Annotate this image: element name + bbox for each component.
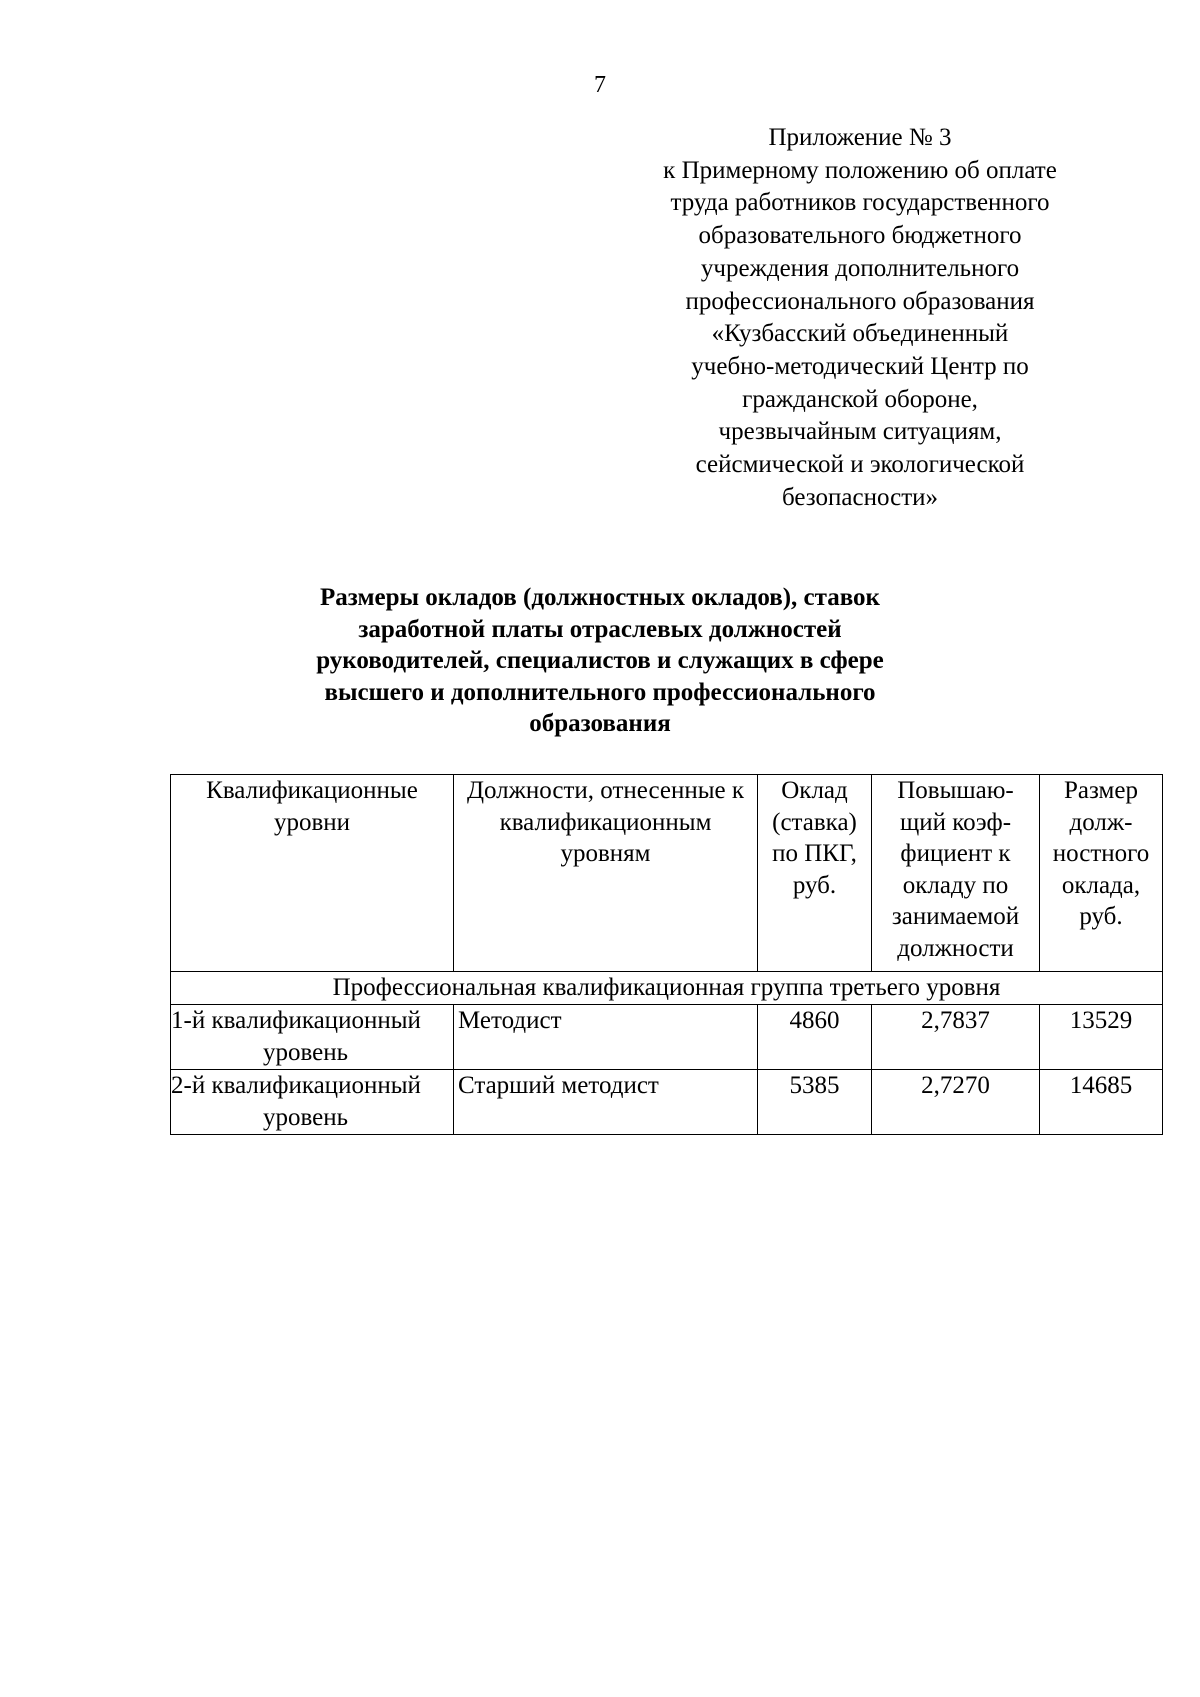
- title-line: руководителей, специалистов и служащих в сфере: [316, 647, 884, 674]
- position-cell: Старший методист: [454, 1070, 758, 1135]
- appendix-line: к Примерному положению об оплате: [663, 156, 1057, 184]
- level-line: 2-й квалификационный: [171, 1072, 421, 1099]
- title-line: высшего и дополнительного профессионального: [324, 678, 876, 706]
- appendix-line: безопасности»: [782, 483, 938, 511]
- page-number: 7: [594, 72, 606, 98]
- coefficient-cell: 2,7837: [872, 1005, 1040, 1070]
- total-salary-cell: 13529: [1040, 1005, 1163, 1070]
- salary-table: [170, 774, 1163, 1135]
- header-coefficient: Повышаю-щий коэф-фициент к окладу по занимаемой должности: [872, 775, 1040, 972]
- appendix-line: «Кузбасский объединенный: [711, 320, 1009, 348]
- group-label: Профессиональная квалификационная группа третьего уровня: [171, 972, 1163, 1005]
- qualification-level-cell: [171, 1005, 454, 1070]
- appendix-line: Приложение № 3: [768, 124, 952, 151]
- appendix-line: учебно-методический Центр по: [691, 352, 1029, 380]
- header-qualification-levels: Квалификационные уровни: [171, 775, 454, 972]
- base-salary-cell: 5385: [758, 1070, 872, 1135]
- appendix-header: [640, 122, 1080, 514]
- base-salary-cell: 4860: [758, 1005, 872, 1070]
- level-line: 1-й квалификационный: [171, 1007, 421, 1034]
- appendix-line: учреждения дополнительного: [700, 254, 1020, 282]
- document-title: [250, 582, 950, 740]
- header-positions: Должности, отнесенные к квалификационным уровням: [454, 775, 758, 972]
- header-base-salary: Оклад (ставка) по ПКГ, руб.: [758, 775, 872, 972]
- level-line: уровень: [263, 1038, 349, 1066]
- title-line: Размеры окладов (должностных окладов), ставок: [320, 584, 880, 611]
- table-header-row: [171, 775, 1163, 972]
- table-row: [171, 1070, 1163, 1135]
- table-group-row: [171, 972, 1163, 1005]
- coefficient-cell: 2,7270: [872, 1070, 1040, 1135]
- position-cell: Методист: [454, 1005, 758, 1070]
- appendix-line: труда работников государственного: [670, 189, 1050, 217]
- appendix-line: чрезвычайным ситуациям,: [718, 418, 1002, 446]
- appendix-line: профессионального образования: [685, 287, 1035, 315]
- level-line: уровень: [263, 1103, 349, 1131]
- total-salary-cell: 14685: [1040, 1070, 1163, 1135]
- header-total-salary: Размер долж-ностного оклада, руб.: [1040, 775, 1163, 972]
- appendix-line: гражданской обороне,: [742, 385, 978, 413]
- title-line: образования: [529, 710, 671, 737]
- title-line: заработной платы отраслевых должностей: [358, 615, 842, 643]
- qualification-level-cell: [171, 1070, 454, 1135]
- table-row: [171, 1005, 1163, 1070]
- appendix-line: сейсмической и экологической: [695, 451, 1025, 479]
- appendix-line: образовательного бюджетного: [698, 222, 1022, 250]
